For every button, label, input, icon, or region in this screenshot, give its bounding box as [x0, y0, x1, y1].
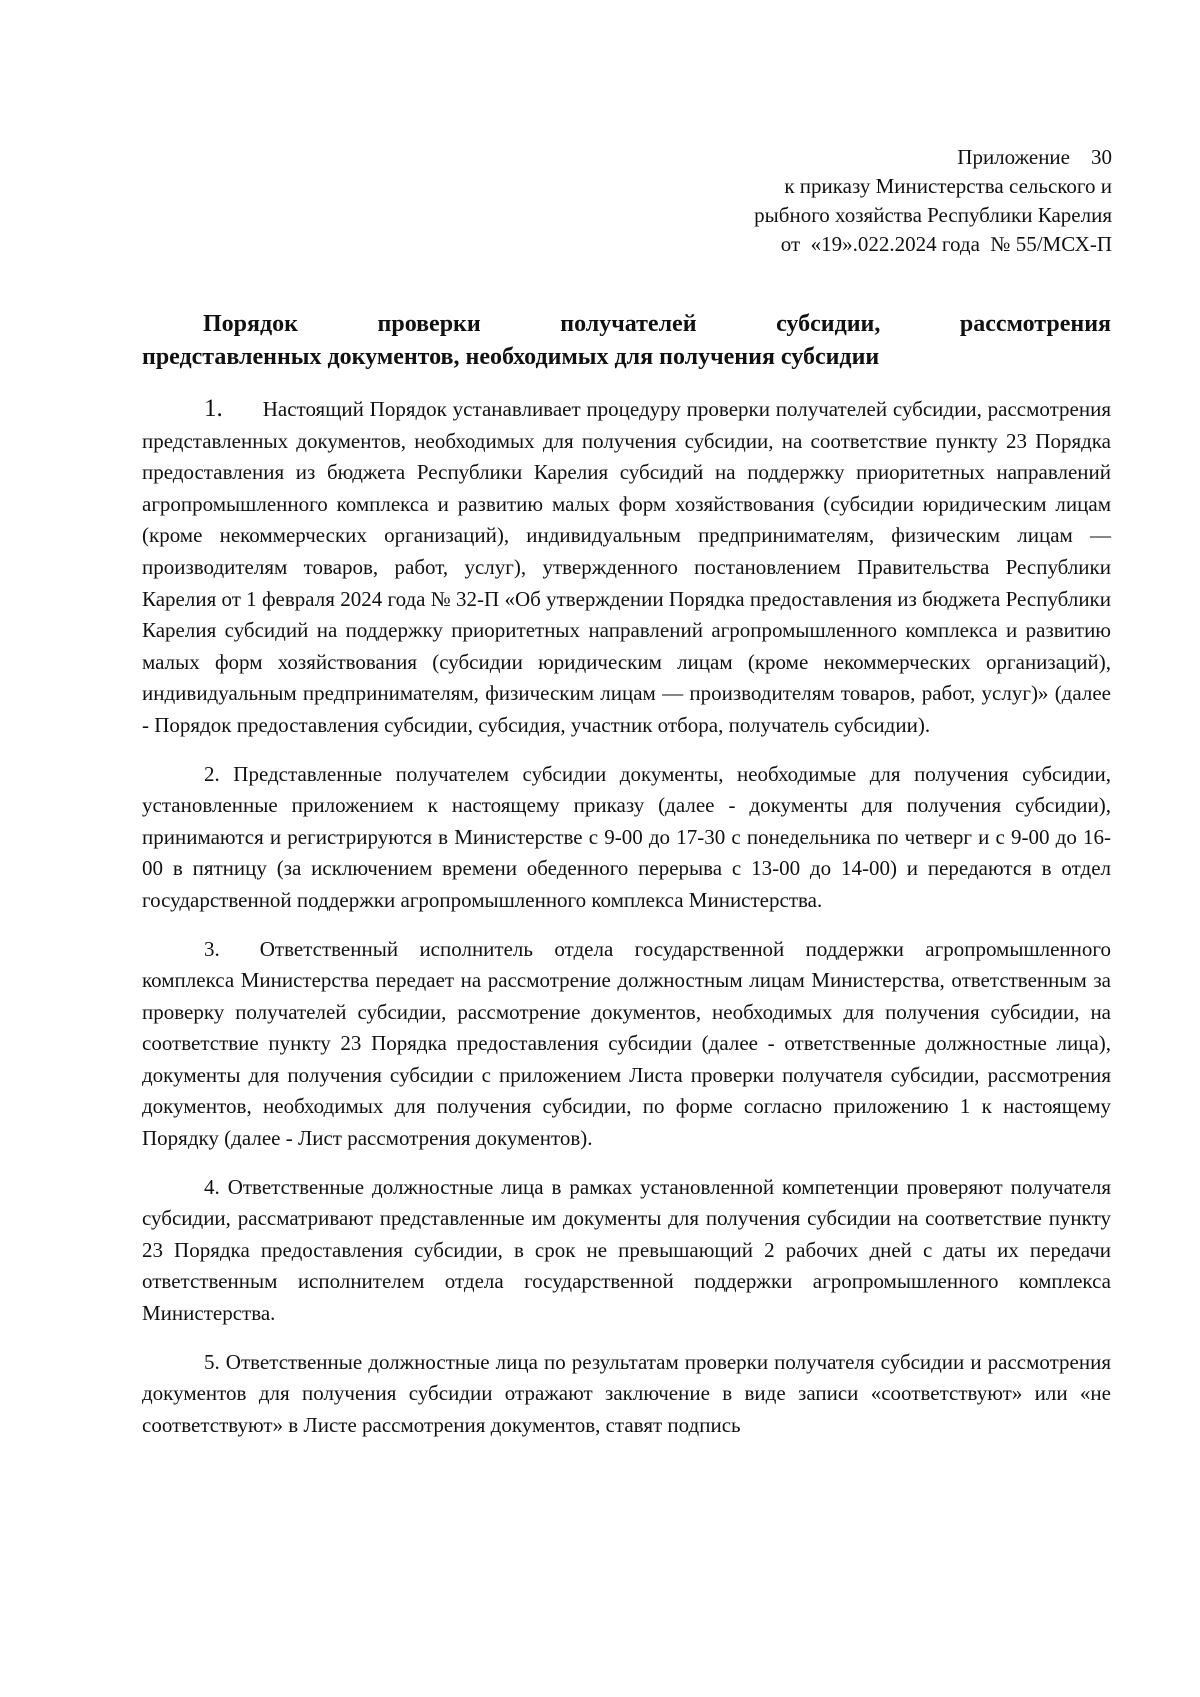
paragraph-4: [142, 1172, 1111, 1330]
document-body: [142, 393, 1111, 1458]
paragraph-1: [142, 393, 1111, 742]
attachment-header: [592, 143, 1112, 259]
paragraph-4-text: 4. Ответственные должностные лица в рамках установленной компетенции проверяют получателя субсидии, рассматривают представленные им документы для получения субсидии на соответствие пункту 23 Порядка предоставления субсидии, в срок не превышающий 2 рабочих дней с даты их передачи ответственным исполнителем отдела государственной поддержки агропромышленного комплекса Министерства.: [142, 1174, 1111, 1326]
document-title: [142, 308, 1111, 374]
paragraph-3: [142, 934, 1111, 1155]
attachment-header-line-4: от «19».022.2024 года № 55/МСХ-П: [780, 232, 1112, 256]
attachment-header-line-2: к приказу Министерства сельского и: [784, 174, 1112, 198]
attachment-header-line-1: Приложение 30: [957, 145, 1112, 169]
paragraph-5: [142, 1347, 1111, 1442]
paragraph-1-number: 1.: [204, 395, 223, 422]
document-title-line-1: Порядок проверки получателей субсидии, рассмотрения: [203, 311, 1111, 337]
paragraph-3-number: 3.: [204, 936, 220, 961]
attachment-header-line-3: рыбного хозяйства Республики Карелия: [754, 203, 1112, 227]
paragraph-2: [142, 759, 1111, 917]
paragraph-5-text: 5. Ответственные должностные лица по результатам проверки получателя субсидии и рассмотрения документов для получения субсидии отражают заключение в виде записи «соответствуют» или «не соответствуют» в Листе рассмотрения документов, ставят подпись: [142, 1349, 1111, 1437]
paragraph-1-text: Настоящий Порядок устанавливает процедуру проверки получателей субсидии, рассмотрения представленных документов, необходимых для получения субсидии, на соответствие пункту 23 Порядка предоставления из бюджета Республики Карелия субсидий на поддержку приоритетных направлений агропромышленного комплекса и развитию малых форм хозяйствования (субсидии юридическим лицам (кроме некоммерческих организаций), индивидуальным предпринимателям, физическим лицам — производителям товаров, работ, услуг), утвержденного постановлением Правительства Республики Карелия от 1 февраля 2024 года № 32-П «Об утверждении Порядка предоставления из бюджета Республики Карелия субсидий на поддержку приоритетных направлений агропромышленного комплекса и развитию малых форм хозяйствования (субсидии юридическим лицам (кроме некоммерческих организаций), индивидуальным предпринимателям, физическим лицам — производителям товаров, работ, услуг)» (далее - Порядок предоставления субсидии, субсидия, участник отбора, получатель субсидии).: [142, 397, 1111, 737]
paragraph-2-text: 2. Представленные получателем субсидии документы, необходимые для получения субсидии, установленные приложением к настоящему приказу (далее - документы для получения субсидии), принимаются и регистрируются в Министерстве с 9-00 до 17-30 с понедельника по четверг и с 9-00 до 16-00 в пятницу (за исключением времени обеденного перерыва с 13-00 до 14-00) и передаются в отдел государственной поддержки агропромышленного комплекса Министерства.: [142, 761, 1111, 912]
paragraph-3-text: Ответственный исполнитель отдела государственной поддержки агропромышленного комплекса Министерства передает на рассмотрение должностным лицам Министерства, ответственным за проверку получателей субсидии, рассмотрение документов, необходимых для получения субсидии, на соответствие пункту 23 Порядка предоставления субсидии (далее - ответственные должностные лица), документы для получения субсидии с приложением Листа проверки получателя субсидии, рассмотрения документов, необходимых для получения субсидии, по форме согласно приложению 1 к настоящему Порядку (далее - Лист рассмотрения документов).: [142, 936, 1111, 1151]
document-title-line-2: представленных документов, необходимых для получения субсидии: [142, 344, 880, 370]
